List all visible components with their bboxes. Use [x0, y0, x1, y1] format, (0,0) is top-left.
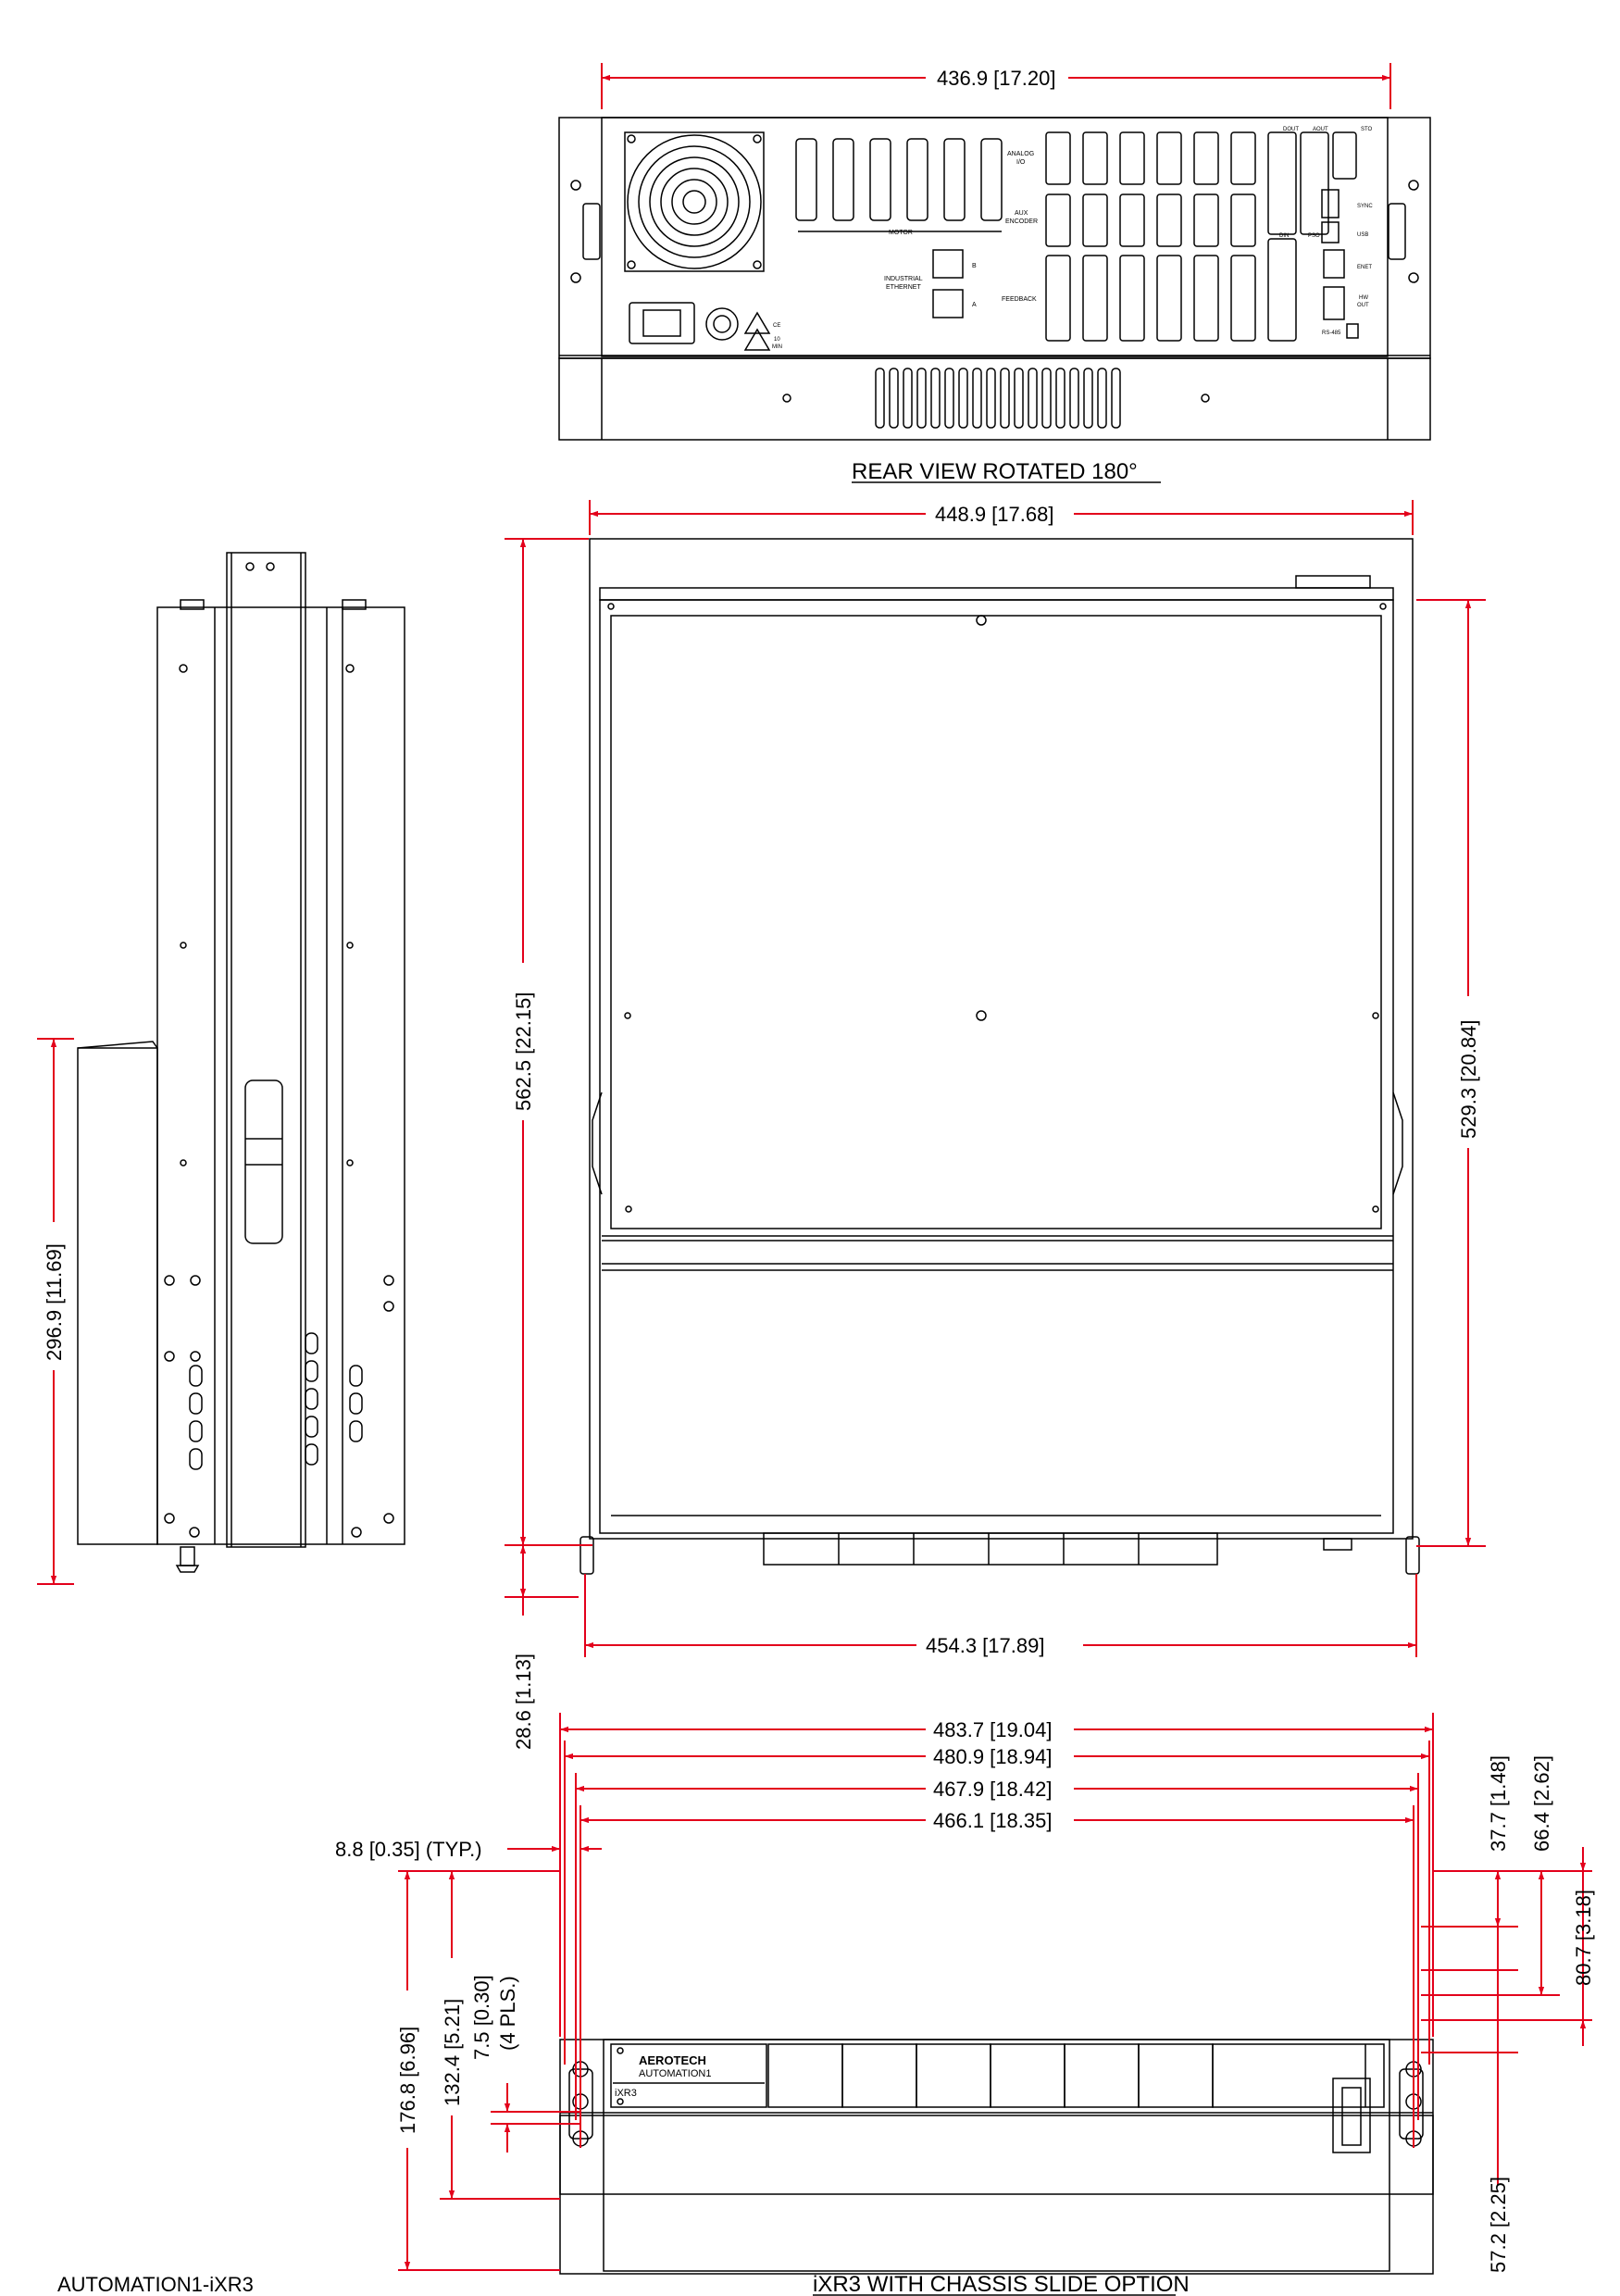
top-view [580, 539, 1419, 1574]
label-pso: PSO [1308, 233, 1320, 239]
dim-front-h-panel: 132.4 [5.21] [441, 1998, 464, 2106]
side-handle-bar [227, 553, 305, 1547]
base-vents [876, 368, 1120, 428]
label-dout: DOUT [1283, 127, 1299, 132]
dim-r1: 37.7 [1.48] [1487, 1755, 1510, 1852]
rear-view-labels [772, 127, 1373, 350]
industrial-ethernet-b [933, 250, 963, 278]
side-view [78, 553, 405, 1572]
dim-front-w2: 480.9 [18.94] [933, 1745, 1053, 1768]
front-slide-base [560, 2115, 1433, 2194]
motor-connectors [796, 139, 1002, 220]
power-inlet [629, 303, 694, 343]
label-feedback: FEEDBACK [1002, 296, 1037, 303]
label-aux: AUX [1015, 210, 1028, 217]
label-analog-io: ANALOG [1007, 151, 1035, 157]
top-cover [611, 616, 1381, 1229]
label-min: MIN [772, 344, 782, 350]
industrial-ethernet-a [933, 290, 963, 318]
dim-r2: 66.4 [2.62] [1530, 1755, 1553, 1852]
label-industrial: INDUSTRIAL [884, 276, 923, 282]
label-10: 10 [774, 337, 780, 343]
rear-rack-ears [559, 118, 1430, 358]
dim-body-depth: 529.3 [20.84] [1457, 1019, 1480, 1139]
label-port-b: B [972, 263, 977, 269]
label-sto: STO [1361, 127, 1373, 132]
dim-ear-offset: 8.8 [0.35] (TYP.) [335, 1838, 482, 1861]
label-ethernet: ETHERNET [886, 284, 921, 291]
dim-front-w1: 483.7 [19.04] [933, 1718, 1053, 1741]
front-panel [604, 2040, 1389, 2271]
label-encoder: ENCODER [1005, 218, 1039, 225]
dimension-lines [37, 63, 1592, 2270]
fan-grille [625, 132, 764, 271]
front-model: iXR3 [615, 2088, 637, 2099]
dim-total-depth: 562.5 [22.15] [512, 992, 535, 1111]
label-out: OUT [1357, 303, 1369, 308]
rear-panel [602, 118, 1388, 356]
label-analog-io-2: I/O [1016, 159, 1026, 166]
label-rs485: RS-485 [1322, 331, 1341, 336]
label-usb: USB [1357, 232, 1369, 238]
top-mount-ears [590, 539, 1413, 1539]
dim-front-w4: 466.1 [18.35] [933, 1809, 1053, 1832]
label-ce: CE [773, 323, 781, 329]
dimension-labels [43, 67, 1595, 2273]
dim-rear-width: 436.9 [17.20] [937, 67, 1056, 90]
dim-top-width: 448.9 [17.68] [935, 503, 1054, 526]
rear-view [559, 118, 1430, 440]
drive-modules [768, 2044, 1213, 2107]
dim-front-w3: 467.9 [18.42] [933, 1778, 1053, 1801]
label-sync: SYNC [1357, 204, 1373, 209]
dim-front-h-total: 176.8 [6.96] [396, 2026, 419, 2134]
top-body [600, 600, 1393, 1533]
dim-side-depth: 296.9 [11.69] [43, 1243, 66, 1361]
label-hw: HW [1359, 295, 1368, 301]
dim-hole-dia: 7.5 [0.30] [470, 1975, 493, 2060]
label-din: DIN [1279, 233, 1290, 239]
io-connector-grid [1046, 132, 1255, 341]
dim-top-bottom-width: 454.3 [17.89] [926, 1634, 1045, 1657]
dim-r3: 80.7 [3.18] [1572, 1890, 1595, 1986]
front-brand-2: AUTOMATION1 [639, 2068, 712, 2079]
side-body [157, 607, 405, 1544]
front-brand: AEROTECH [639, 2053, 706, 2067]
front-view-labels [615, 2053, 711, 2099]
label-aout: AOUT [1313, 127, 1328, 132]
label-motor: MOTOR [889, 230, 913, 236]
footer-part-number: AUTOMATION1-iXR3 [57, 2273, 254, 2296]
front-view-caption: iXR3 WITH CHASSIS SLIDE OPTION [813, 2272, 1190, 2296]
label-port-a: A [972, 302, 977, 308]
dim-hole-count: (4 PLS.) [496, 1976, 519, 2051]
label-enet: ENET [1357, 265, 1373, 270]
dim-r4: 57.2 [2.25] [1487, 2177, 1510, 2273]
dim-handle-depth: 28.6 [1.13] [512, 1653, 535, 1750]
rear-view-caption: REAR VIEW ROTATED 180° [852, 459, 1138, 484]
